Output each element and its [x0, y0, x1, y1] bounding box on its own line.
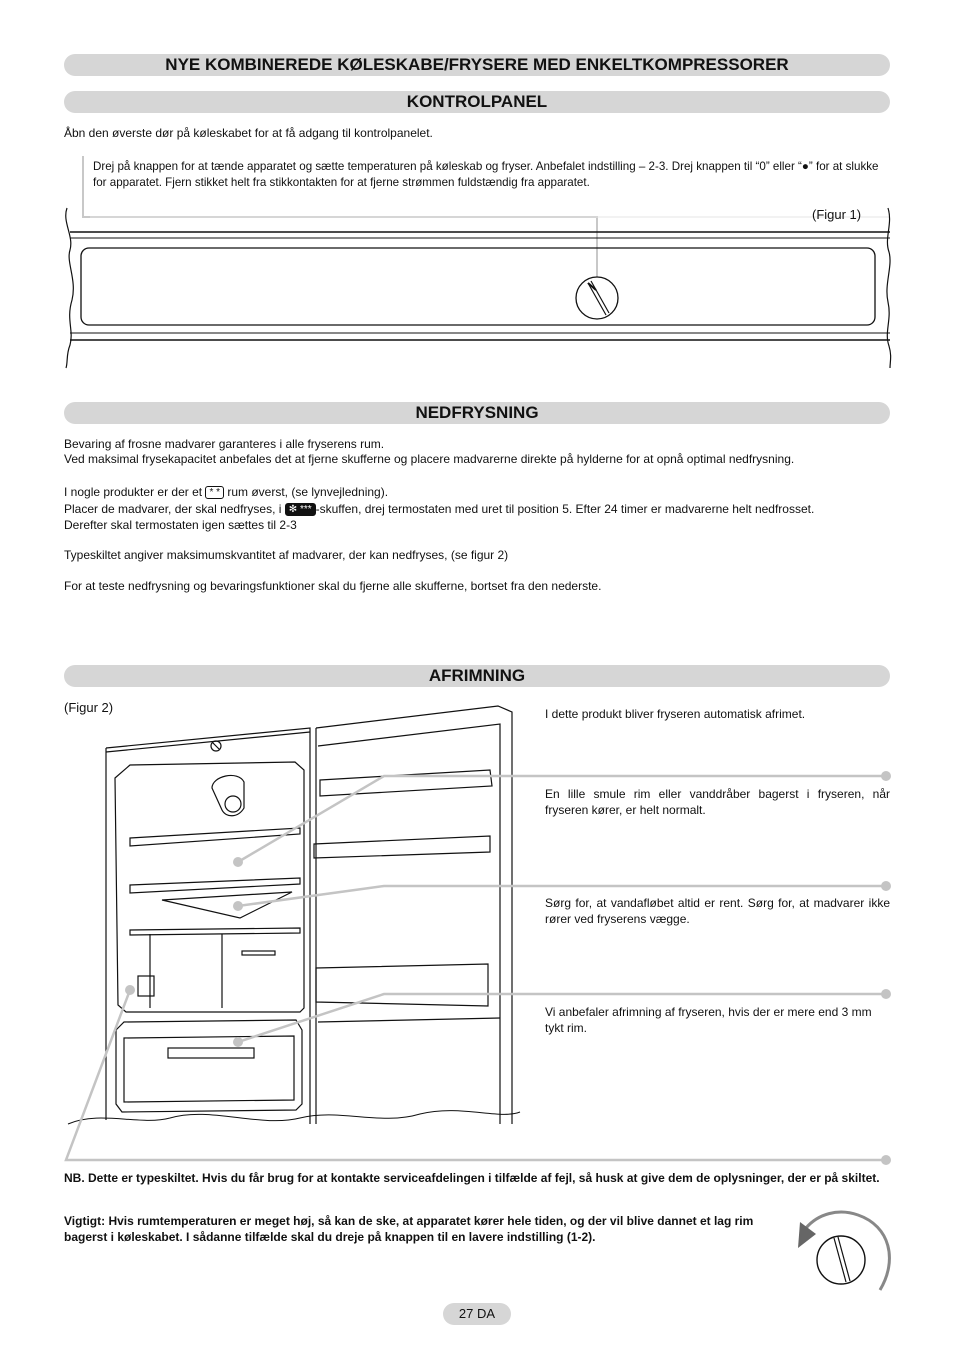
nedfrysning-p3-b: -skuffen, drej termostaten med uret til position 5. Efter 24 timer er madvarerne helt nedfrosset. — [315, 502, 815, 516]
nedfrysning-p3-a: Placer de madvarer, der skal nedfryses, i — [64, 502, 282, 516]
figure-1-label: (Figur 1) — [812, 207, 862, 222]
kontrolpanel-intro: Åbn den øverste dør på køleskabet for at få adgang til kontrolpanelet. — [64, 126, 433, 140]
section-heading-nedfrysning: NEDFRYSNING — [64, 402, 890, 424]
four-star-freezer-icon: ✻ *** — [285, 503, 316, 516]
afrimning-text-2: En lille smule rim eller vanddråber bagerst i fryseren, når fryseren kører, er helt normalt. — [545, 787, 890, 817]
nedfrysning-p1-line2: Ved maksimal frysekapacitet anbefales det at fjerne skufferne og placere madvarerne direkte på hylderne for at opnå optimal nedfrysning. — [64, 452, 795, 466]
nedfrysning-p2-b: rum øverst, (se lynvejledning). — [227, 485, 389, 499]
nedfrysning-p3-c: Derefter skal termostaten igen sættes til 2-3 — [64, 518, 297, 532]
afrimning-text-4: Vi anbefaler afrimning af fryseren, hvis der er mere end 3 mm tykt rim. — [545, 1005, 872, 1035]
section-heading-afrimning: AFRIMNING — [64, 665, 890, 687]
page-number: 27 DA — [443, 1303, 511, 1325]
nb-typeskilt-note: NB. Dette er typeskiltet. Hvis du får brug for at kontakte serviceafdelingen i tilfælde af fejl, så husk at give dem de oplysninger, der er på skiltet. — [64, 1171, 880, 1185]
vigtigt-note: Vigtigt: Hvis rumtemperaturen er meget høj, så kan de ske, at apparatet kører hele tiden, og der vil blive dannet et lag rim bagerst i køleskabet. I sådanne tilfælde skal du dreje på knappen til en lavere indstilling (1-2). — [64, 1214, 754, 1244]
nedfrysning-p2-a: I nogle produkter er der et — [64, 485, 203, 499]
two-star-compartment-icon: * * — [205, 486, 224, 499]
figure-2-label: (Figur 2) — [64, 700, 114, 715]
nedfrysning-p4: Typeskiltet angiver maksimumskvantitet af madvarer, der kan nedfryses, (se figur 2) — [64, 548, 509, 562]
afrimning-text-1: I dette produkt bliver fryseren automatisk afrimet. — [545, 707, 806, 721]
kontrolpanel-callout: Drej på knappen for at tænde apparatet og sætte temperaturen på køleskab og fryser. Anbefalet indstilling – 2-3. Drej knappen til “0” eller “●” for at slukke for apparatet. Fjern stikket helt fra stikkontakten for at fjerne strømmen fuldstændig fra apparatet. — [93, 160, 879, 189]
section-heading-kontrolpanel: KONTROLPANEL — [64, 91, 890, 113]
page-title: NYE KOMBINEREDE KØLESKABE/FRYSERE MED ENKELTKOMPRESSORER — [64, 54, 890, 76]
afrimning-text-3: Sørg for, at vandafløbet altid er rent. Sørg for, at madvarer ikke rører ved fryserens vægge. — [545, 896, 890, 926]
nedfrysning-p1-line1: Bevaring af frosne madvarer garanteres i alle fryserens rum. — [64, 437, 385, 451]
nedfrysning-p5: For at teste nedfrysning og bevaringsfunktioner skal du fjerne alle skufferne, bortset fra den nederste. — [64, 579, 602, 593]
